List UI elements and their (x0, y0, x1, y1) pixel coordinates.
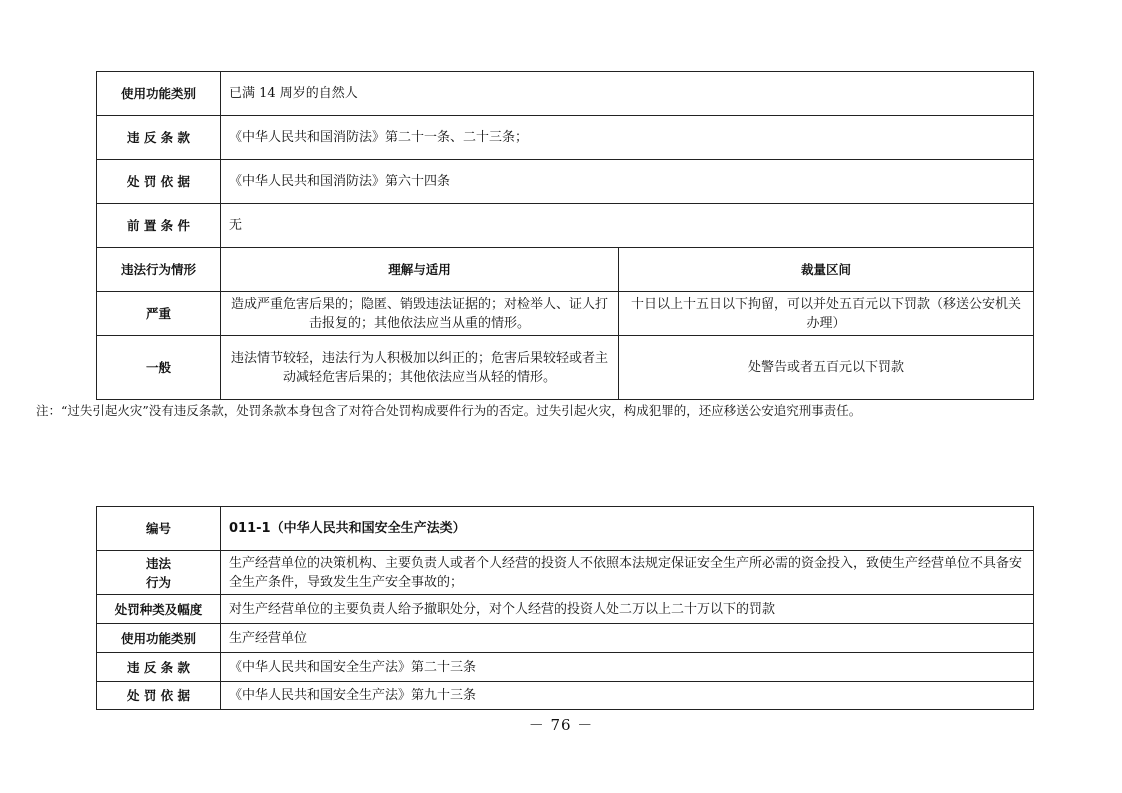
row-value: 011-1（中华人民共和国安全生产法类） (221, 507, 1034, 551)
level-range: 十日以上十五日以下拘留，可以并处五百元以下罚款（移送公安机关办理） (619, 292, 1034, 336)
level-range: 处警告或者五百元以下罚款 (619, 336, 1034, 400)
table-row (97, 624, 1034, 653)
row-value: 《中华人民共和国安全生产法》第二十三条 (221, 653, 1034, 682)
level-label: 严重 (97, 292, 221, 336)
range-header: 裁量区间 (619, 248, 1034, 292)
row-label: 编号 (97, 507, 221, 551)
safety-production-law-table (96, 506, 1034, 710)
table-row (97, 551, 1034, 595)
row-label: 违 反 条 款 (97, 116, 221, 160)
footnote: 注：“过失引起火灾”没有违反条款，处罚条款本身包含了对符合处罚构成要件行为的否定。过失引起火灾，构成犯罪的，还应移送公安追究刑事责任。 (36, 403, 862, 418)
understanding-header: 理解与适用 (221, 248, 619, 292)
row-value: 《中华人民共和国安全生产法》第九十三条 (221, 682, 1034, 710)
row-label: 处 罚 依 据 (97, 682, 221, 710)
page-number: － 76 － (528, 716, 594, 734)
table-row (97, 204, 1034, 248)
level-understanding: 违法情节较轻，违法行为人积极加以纠正的；危害后果较轻或者主动减轻危害后果的；其他依法应当从轻的情形。 (221, 336, 619, 400)
row-label: 使用功能类别 (97, 72, 221, 116)
table-row-severe (97, 292, 1034, 336)
row-value: 生产经营单位 (221, 624, 1034, 653)
table-row (97, 507, 1034, 551)
table-row (97, 653, 1034, 682)
fire-law-penalty-table (96, 71, 1034, 400)
table-row (97, 72, 1034, 116)
level-label: 一般 (97, 336, 221, 400)
table-row (97, 595, 1034, 624)
row-value: 生产经营单位的决策机构、主要负责人或者个人经营的投资人不依照本法规定保证安全生产所必需的资金投入，致使生产经营单位不具备安全生产条件，导致发生生产安全事故的； (221, 551, 1034, 595)
table-row (97, 160, 1034, 204)
row-value: 《中华人民共和国消防法》第六十四条 (221, 160, 1034, 204)
row-label: 违 反 条 款 (97, 653, 221, 682)
table-row (97, 116, 1034, 160)
row-label: 前 置 条 件 (97, 204, 221, 248)
row-value: 对生产经营单位的主要负责人给予撤职处分，对个人经营的投资人处二万以上二十万以下的罚款 (221, 595, 1034, 624)
row-label: 处 罚 依 据 (97, 160, 221, 204)
row-value: 无 (221, 204, 1034, 248)
row-value: 《中华人民共和国消防法》第二十一条、二十三条； (221, 116, 1034, 160)
situation-header: 违法行为情形 (97, 248, 221, 292)
row-label: 违法 行为 (97, 551, 221, 595)
table-header-row (97, 248, 1034, 292)
table-row (97, 682, 1034, 710)
row-value: 已满 14 周岁的自然人 (221, 72, 1034, 116)
level-understanding: 造成严重危害后果的；隐匿、销毁违法证据的；对检举人、证人打击报复的；其他依法应当从重的情形。 (221, 292, 619, 336)
row-label: 使用功能类别 (97, 624, 221, 653)
row-label: 处罚种类及幅度 (97, 595, 221, 624)
table-row-general (97, 336, 1034, 400)
